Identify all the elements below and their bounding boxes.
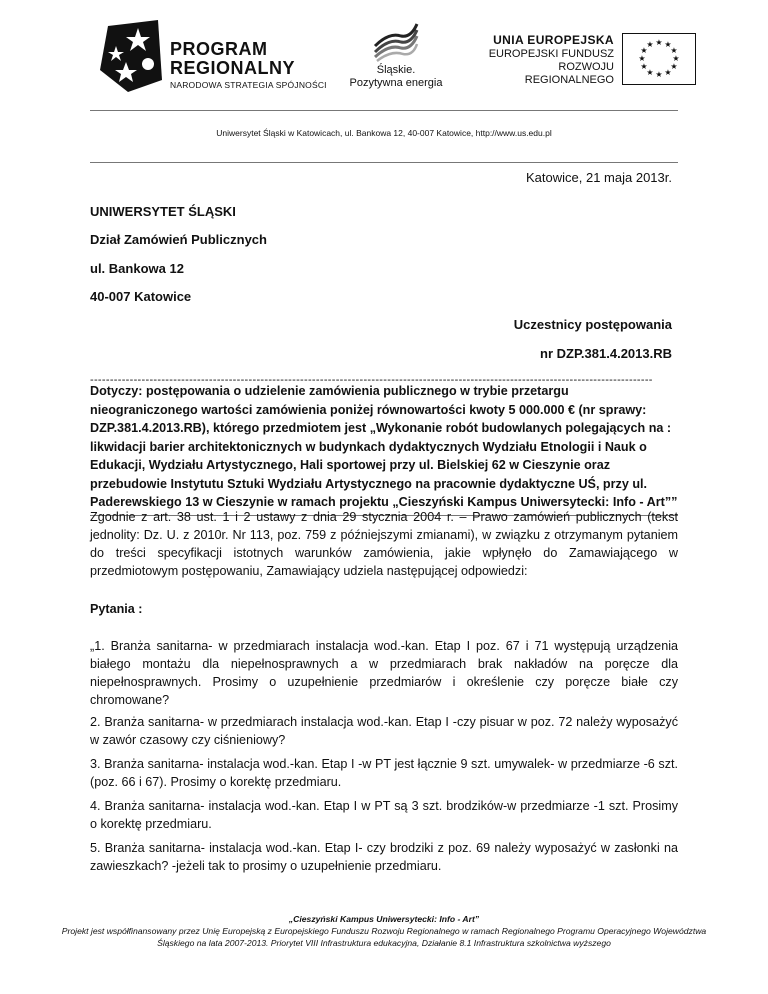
question-4: 4. Branża sanitarna- instalacja wod.-kan. Etap I w PT są 3 szt. brodzików-w przedmiarze -1 szt. Prosimy o korektę przedmiaru. [90,799,678,831]
footer-funding-text: Projekt jest współfinansowany przez Unię Europejską z Europejskiego Funduszu Rozwoju Regionalnego w ramach Regionalnego Programu Operacyjnego Województwa Śląskiego na lata 2007-2013. Priorytet VIII Infrastruktura edukacyjna, Działanie 8.1 Infrastruktura szkolnictwa wyższego [61,926,707,948]
university-address: Uniwersytet Śląski w Katowicach, ul. Bankowa 12, 40-007 Katowice, http://www.us.edu.pl [216,128,552,138]
program-title [170,40,295,78]
program-title-line1: PROGRAM [170,39,268,59]
letterhead [0,0,768,110]
sender-street: ul. Bankowa 12 [90,261,184,276]
svg-text:★: ★ [664,68,672,77]
svg-text:★: ★ [670,46,678,55]
header-divider-top [90,110,678,111]
eu-fund-line1: EUROPEJSKI FUNDUSZ [488,48,614,60]
question-5: 5. Branża sanitarna- instalacja wod.-kan. Etap I- czy brodziki z poz. 69 należy wyposażyć w zasłonki na zawieszkach? -jeżeli tak to prosimy o uzupełnienie przedmiaru. [90,841,678,873]
svg-text:★: ★ [646,40,654,49]
header-divider-bottom [90,162,678,163]
svg-text:★: ★ [640,62,648,71]
slaskie-name: Śląskie. [376,64,416,76]
dashed-separator: ---------------------------------------------------------------------------------------------------------------------------------------------- [90,374,653,386]
slaskie-waves-icon [371,22,421,62]
svg-text:★: ★ [655,38,663,47]
question-1: „1. Branża sanitarna- w przedmiarach instalacja wod.-kan. Etap I poz. 67 i 71 występują urządzenia białego montażu dla niepełnosprawnych a w przedmiarach brak nakładów na poręcze dla niepełnosprawnych. Prosimy o uzupełnienie przedmiarów i określenie czy poręcze białe czy chromowane? [90,639,678,707]
eu-flag-icon [622,33,696,85]
eu-logo [474,33,744,93]
recipient: Uczestnicy postępowania [513,317,672,332]
sender-name: UNIWERSYTET ŚLĄSKI [90,204,236,219]
eu-text-block [474,33,614,87]
question-2: 2. Branża sanitarna- w przedmiarach instalacja wod.-kan. Etap I -czy pisuar w poz. 72 należy wyposażyć w zawór czasowy czy ciśnieniowy? [90,715,678,747]
letter-date: Katowice, 21 maja 2013r. [526,170,672,185]
intro-paragraph: Zgodnie z art. 38 ust. 1 i 2 ustawy z dnia 29 stycznia 2004 r. – Prawo zamówień publicznych (tekst jednolity: Dz. U. z 2010r. Nr 113, poz. 759 z późniejszymi zmianami), w związku z otrzymanym pytaniem do treści specyfikacji istotnych warunków zamówienia, jakie wpłynęło do Zamawiającego w przedmiotowym postępowaniu, Zamawiający udziela następującej odpowiedzi: [90,510,678,578]
program-regionalny-emblem-icon [98,18,164,94]
program-title-line2: REGIONALNY [170,58,296,78]
slaskie-logo [348,22,444,100]
eu-title: UNIA EUROPEJSKA [493,33,614,47]
slaskie-slogan: Pozytywna energia [349,77,443,89]
program-regionalny-logo [98,18,338,96]
svg-text:★: ★ [672,54,680,63]
sender-city: 40-007 Katowice [90,289,192,304]
svg-text:★: ★ [638,54,646,63]
svg-text:★: ★ [664,40,672,49]
question-3: 3. Branża sanitarna- instalacja wod.-kan. Etap I -w PT jest łącznie 9 szt. umywalek- w przedmiarze -6 szt. (poz. 66 i 67). Prosimy o korektę przedmiaru. [90,757,678,789]
sender-department: Dział Zamówień Publicznych [90,232,267,247]
subject-paragraph: Dotyczy: postępowania o udzielenie zamówienia publicznego w trybie przetargu nieograniczonego wartości zamówienia poniżej równowartości kwoty 5 000.000 € (nr sprawy: DZP.381.4.2013.RB), którego przedmiotem jest „Wykonanie robót budowlanych polegających na : likwidacji barier architektonicznych w budynkach dydaktycznych Wydziału Etnologii i Nauk o Edukacji, Wydziału Artystycznego, Hali sportowej przy ul. Bielskiej 62 w Cieszynie oraz przebudowie Instytutu Sztuki Wydziału Artystycznego na pracownie dydaktyczne UŚ, przy ul. Paderewskiego 13 w Cieszynie w ramach projektu „Cieszyński Kampus Uniwersytecki: Info - Art”” [90,382,678,516]
footer-project-title: „Cieszyński Kampus Uniwersytecki: Info - Art” [288,914,480,924]
svg-text:★: ★ [655,70,663,79]
eu-fund-line2: ROZWOJU REGIONALNEGO [524,61,614,86]
svg-text:★: ★ [670,62,678,71]
questions-heading: Pytania : [90,602,143,616]
footer [60,913,708,949]
program-subtitle: NARODOWA STRATEGIA SPÓJNOŚCI [170,80,327,90]
reference-number: nr DZP.381.4.2013.RB [540,346,672,361]
svg-text:★: ★ [646,68,654,77]
svg-text:★: ★ [640,46,648,55]
